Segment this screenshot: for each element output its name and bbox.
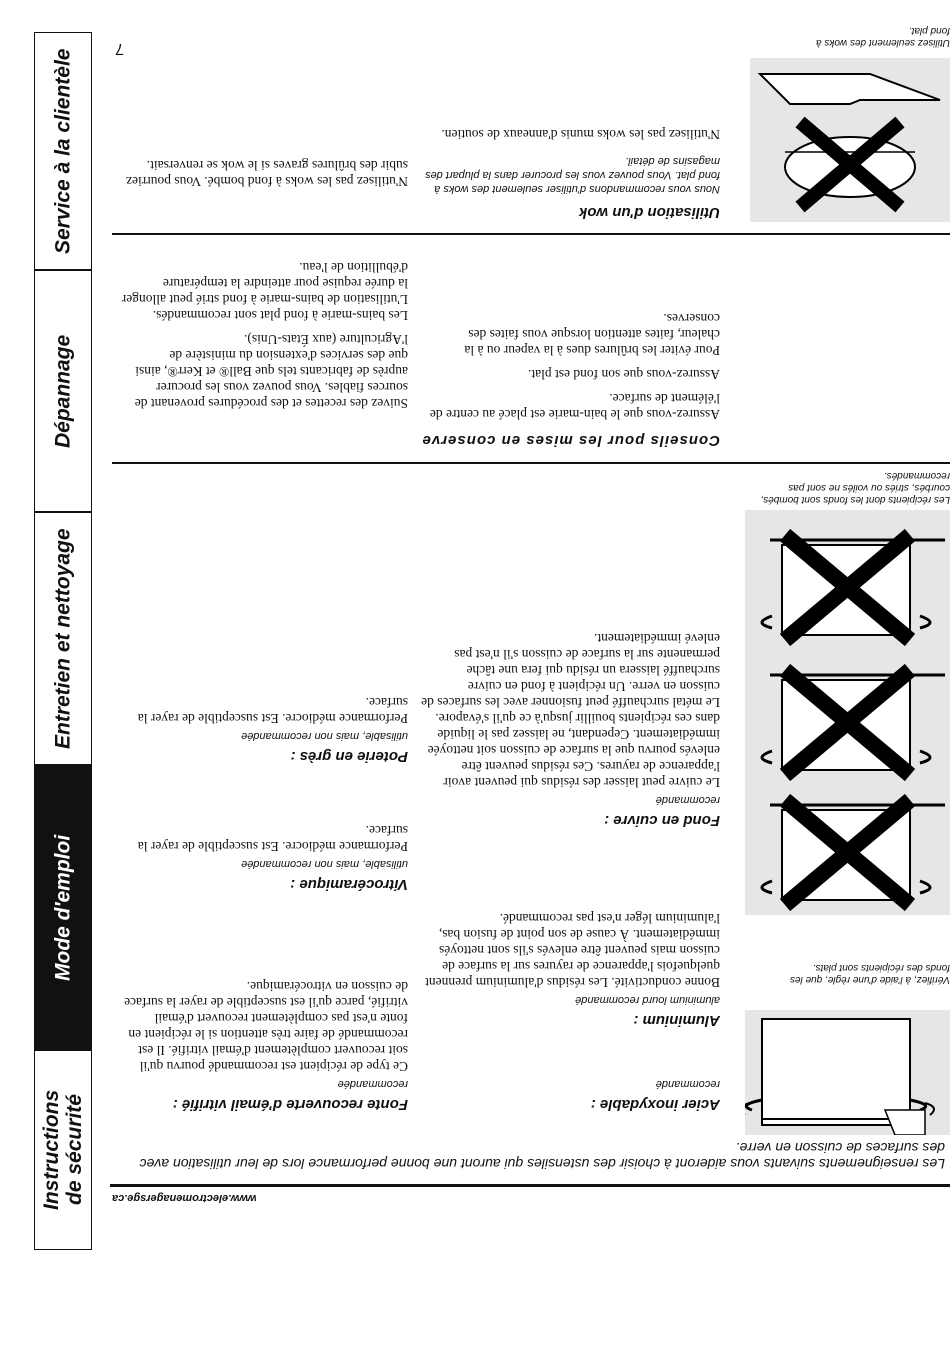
wok-caption: Utilisez seulement des woks à fond plat. [816,25,950,48]
section-wok [420,118,720,221]
header-rule [110,1184,950,1187]
rating: recommandé [655,1078,720,1090]
heading-fonte: Fonte recouverte d'émail vitrifié : [172,1096,408,1113]
rating: utilisable, mais non recommandée [241,858,408,870]
page-number: 7 [115,40,124,57]
intro-text: Les renseignements suivants vous aideront à choisir des ustensiles qui auront une bonne performance lors de leur utilisation avec des surfaces de cuisson en verre. [139,1140,945,1172]
tab-label: Mode d'emploi [51,834,75,981]
body-text: N'utilisez pas les woks à fond bombé. Vous pourriez subir des brûlures graves si le wok se renversait. [125,158,408,189]
heading-conserve: Conseils pour les mises en conserve [421,432,720,449]
rating: utilisable, mais non recommandée [241,730,408,742]
section-acier [420,1074,720,1113]
tab-depannage[interactable] [34,270,92,512]
tab-label: Dépannage [51,334,75,448]
rating: recommandé [655,794,720,806]
body-text: Suivez des recettes et des procédures provenant de sources fiables. Vous pouvez vous les procurer auprès de fabricants tels que Ball® et Kerr®, ainsi que des services d'extension du ministère de l'Agriculture (aux États-Unis). [134,332,408,411]
body-text: Assurez-vous que le bain-marie est placé au centre de l'élément de surface. [429,391,720,422]
rating: recommandée [337,1078,408,1090]
body-text: N'utilisez pas les woks munis d'anneaux de soutien. [441,127,720,142]
heading-acier: Acier inoxydable : [590,1096,720,1113]
section-conserve [420,302,720,449]
body-text: Les bains-marie à fond plat sont recommandés. L'utilisation de bains-marie à fond strié peut allonger la durée requise pour atteindre la température d'ébullition de l'eau. [121,260,408,323]
section-cuivre [420,622,720,829]
bad-pans-caption: Les récipients dont les fonds sont bombés, courbés, striés ou voilés ne sont pas recommandés. [760,470,950,505]
tab-label: Service à la clientèle [51,48,75,254]
section-fonte [118,970,408,1113]
wok-illustration [750,58,950,222]
body-text: Performance médiocre. Est susceptible de rayer la surface. [137,823,408,854]
tab-label: Entretien et nettoyage [51,528,75,749]
tab-service-clientele[interactable] [34,32,92,270]
bad-pans-illustration [745,510,950,915]
body-text: Bonne conductivité. Les résidus d'aluminium prennent quelquefois l'apparence de rayures sur la surface de cuisson mais peuvent être enlevés s'ils sont nettoyés immédiatement. À cause de son point de fusion bas, l'aluminium léger n'est pas recommandé. [425,911,720,990]
body-text: Pour éviter les brûlures dues à la vapeur ou à la chaleur, faites attention lorsque vous faites des conserves. [464,311,720,358]
tab-label: Instructions de sécurité [40,1089,86,1211]
heading-wok: Utilisation d'un wok [578,204,720,221]
tab-instructions-securite[interactable] [34,1050,92,1250]
conserve-right [118,251,408,411]
website-url: www.electromenagersge.ca [112,1192,257,1204]
divider [112,233,950,235]
section-poterie [118,686,408,765]
ruler-caption: Vérifiez, à l'aide d'une règle, que les fonds des récipients sont plats. [789,962,950,985]
heading-cuivre: Fond en cuivre : [604,812,720,829]
conserve-p4-start [420,253,720,287]
body-text: Le cuivre peut laisser des résidus qui peuvent avoir l'apparence de rayures. Ces résidus peuvent être enlevés pourvu que la surface de cuisson soit nettoyée immédiatement. Cependant, ne laissez pas le liquide dans ces récipients bouillir jusqu'à ce qu'il s'évapore. Le métal surchauffé peut fusionner avec les surfaces de cuisson en verre. Un récipient à fond en cuivre surchauffé laissera un résidu qui fera une tâche permanente sur la surface de cuisson s'il n'est pas enlevé immédiatement. [421,631,720,790]
body-text: Performance médiocre. Est susceptible de rayer la surface. [137,695,408,726]
section-aluminium [420,902,720,1029]
wok-right [118,149,408,189]
rating: aluminium lourd recommandé [575,994,720,1006]
body-text: Assurez-vous que son fond est plat. [528,367,720,382]
heading-poterie: Poterie en grès : [290,748,408,765]
section-vitroceramique [118,814,408,893]
heading-vitroceramique: Vitrocéramique : [290,876,408,893]
body-text: Ce type de récipient est recommandé pourvu qu'il soit recouvert complètement d'émail vitrifié. Il est recommandé de faire très attention si le récipient en fonte n'est pas complètement recouvert d'émail vitrifié, parce qu'il est susceptible de rayer la surface de cuisson en vitrocéramique. [124,979,408,1074]
tab-mode-emploi[interactable] [34,765,92,1050]
tab-entretien-nettoyage[interactable] [34,512,92,765]
wok-note: Nous vous recommandons d'utiliser seulement des woks à fond plat. Vous pouvez vous les procurer dans la plupart des magasins de détail. [425,155,720,195]
divider [112,462,950,464]
heading-aluminium: Aluminium : [633,1012,720,1029]
ruler-pot-illustration [745,1010,950,1135]
